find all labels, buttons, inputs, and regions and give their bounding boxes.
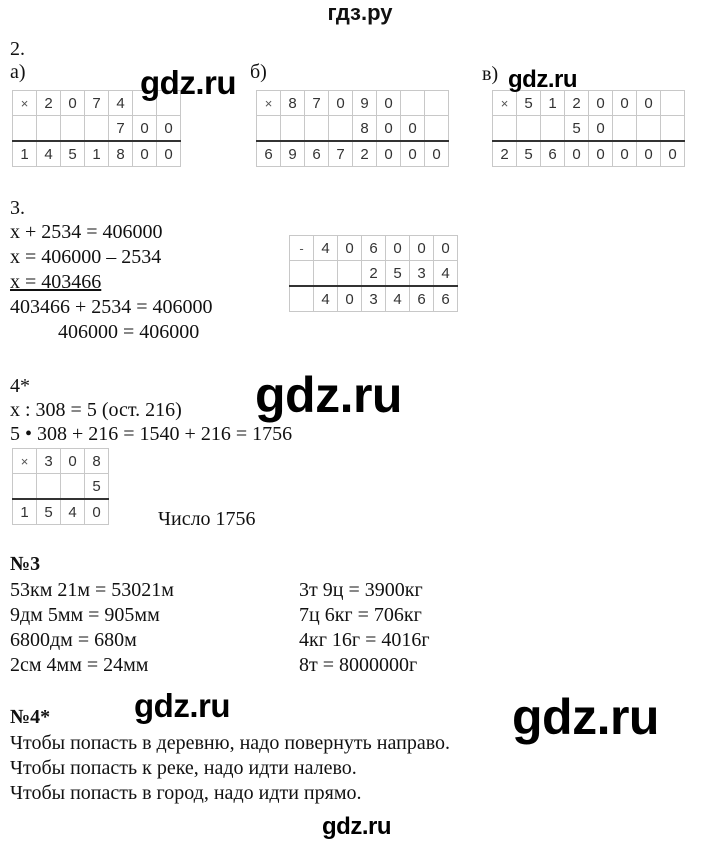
no3-right-3: 4кг 16г = 4016г — [299, 629, 430, 651]
table-row — [257, 91, 449, 116]
site-header: гдз.ру — [327, 0, 393, 25]
digit-cell: 0 — [637, 141, 661, 167]
no4-line-3: Чтобы попасть в город, надо идти прямо. — [10, 782, 362, 804]
digit-cell — [61, 474, 85, 500]
digit-cell: × — [13, 91, 37, 116]
no4-line-1: Чтобы попасть в деревню, надо повернуть направо. — [10, 732, 450, 754]
no3-right-2: 7ц 6кг = 706кг — [299, 604, 422, 626]
digit-cell: 6 — [257, 141, 281, 167]
digit-cell: 2 — [565, 91, 589, 116]
table-row — [257, 141, 449, 167]
digit-cell — [37, 474, 61, 500]
table-row — [290, 261, 458, 287]
digit-cell — [425, 116, 449, 142]
digit-cell: 0 — [565, 141, 589, 167]
digit-cell — [493, 116, 517, 142]
no3-left-4: 2см 4мм = 24мм — [10, 654, 149, 676]
digit-cell: 5 — [517, 141, 541, 167]
watermark: gdz.ru — [512, 689, 659, 745]
digit-cell: 5 — [85, 474, 109, 500]
task2-b-label: б) — [250, 61, 267, 83]
digit-cell — [661, 116, 685, 142]
task3-number: 3. — [10, 197, 25, 219]
digit-cell: 8 — [353, 116, 377, 142]
task2-a-label: а) — [10, 61, 26, 83]
no4-line-2: Чтобы попасть к реке, надо идти налево. — [10, 757, 357, 779]
digit-cell: 0 — [377, 116, 401, 142]
task4-line-2: 5 • 308 + 216 = 1540 + 216 = 1756 — [10, 423, 293, 445]
table-row — [290, 286, 458, 312]
task3-table — [289, 235, 458, 312]
digit-cell — [314, 261, 338, 287]
digit-cell: 3 — [362, 286, 386, 312]
digit-cell — [13, 474, 37, 500]
digit-cell: 0 — [338, 286, 362, 312]
digit-cell: 3 — [410, 261, 434, 287]
watermark: gdz.ru — [255, 367, 402, 423]
digit-cell: 0 — [157, 141, 181, 167]
table-row — [13, 449, 109, 474]
task3-line-5: 406000 = 406000 — [58, 321, 200, 343]
digit-cell: 4 — [61, 499, 85, 525]
digit-cell: 0 — [157, 116, 181, 142]
digit-cell: 7 — [109, 116, 133, 142]
digit-cell: 4 — [434, 261, 458, 287]
digit-cell: 2 — [362, 261, 386, 287]
table-row — [290, 236, 458, 261]
digit-cell: 0 — [589, 116, 613, 142]
digit-cell: 0 — [401, 141, 425, 167]
watermark: gdz.ru — [134, 687, 230, 724]
digit-cell: 0 — [133, 116, 157, 142]
digit-cell — [257, 116, 281, 142]
digit-cell — [37, 116, 61, 142]
task3-line-3: x = 403466 — [10, 271, 102, 293]
no4-title: №4* — [10, 706, 51, 728]
digit-cell: 6 — [434, 286, 458, 312]
digit-cell: × — [13, 449, 37, 474]
task4-number: 4* — [10, 375, 30, 397]
digit-cell: 0 — [85, 499, 109, 525]
digit-cell — [338, 261, 362, 287]
digit-cell — [613, 116, 637, 142]
digit-cell: 2 — [37, 91, 61, 116]
digit-cell: 0 — [410, 236, 434, 261]
digit-cell: 2 — [353, 141, 377, 167]
task3-line-1: x + 2534 = 406000 — [10, 221, 163, 243]
table-row — [13, 116, 181, 142]
digit-cell: 9 — [281, 141, 305, 167]
digit-cell: × — [493, 91, 517, 116]
digit-cell — [517, 116, 541, 142]
digit-cell: 4 — [386, 286, 410, 312]
digit-cell: 0 — [377, 141, 401, 167]
digit-cell: 1 — [541, 91, 565, 116]
digit-cell: 0 — [613, 141, 637, 167]
digit-cell — [401, 91, 425, 116]
digit-cell: 3 — [37, 449, 61, 474]
digit-cell: 0 — [61, 91, 85, 116]
digit-cell: 8 — [281, 91, 305, 116]
digit-cell: 0 — [589, 141, 613, 167]
task3-line-2: x = 406000 – 2534 — [10, 246, 162, 268]
digit-cell: 8 — [85, 449, 109, 474]
table-row — [493, 91, 685, 116]
digit-cell — [329, 116, 353, 142]
digit-cell: 0 — [401, 116, 425, 142]
task2-b-table — [256, 90, 449, 167]
table-row — [13, 499, 109, 525]
digit-cell: 0 — [589, 91, 613, 116]
digit-cell: 6 — [362, 236, 386, 261]
digit-cell — [305, 116, 329, 142]
digit-cell — [85, 116, 109, 142]
digit-cell: 0 — [338, 236, 362, 261]
digit-cell — [637, 116, 661, 142]
digit-cell: 8 — [109, 141, 133, 167]
watermark: gdz.ru — [140, 64, 236, 101]
digit-cell: 6 — [541, 141, 565, 167]
digit-cell: 2 — [493, 141, 517, 167]
table-row — [493, 116, 685, 142]
digit-cell: 0 — [434, 236, 458, 261]
digit-cell — [13, 116, 37, 142]
digit-cell: 6 — [305, 141, 329, 167]
digit-cell — [281, 116, 305, 142]
task4-table — [12, 448, 109, 525]
digit-cell: 7 — [85, 91, 109, 116]
digit-cell: 9 — [353, 91, 377, 116]
no3-right-1: 3т 9ц = 3900кг — [299, 579, 423, 601]
table-row — [13, 141, 181, 167]
table-row — [493, 141, 685, 167]
no3-right-4: 8т = 8000000г — [299, 654, 418, 676]
digit-cell: 6 — [410, 286, 434, 312]
no3-title: №3 — [10, 553, 41, 575]
digit-cell: 5 — [517, 91, 541, 116]
no3-left-3: 6800дм = 680м — [10, 629, 137, 651]
digit-cell: 0 — [329, 91, 353, 116]
task4-line-1: x : 308 = 5 (ост. 216) — [10, 399, 182, 421]
digit-cell: 4 — [314, 236, 338, 261]
digit-cell: 5 — [386, 261, 410, 287]
digit-cell: 0 — [386, 236, 410, 261]
digit-cell: 7 — [329, 141, 353, 167]
task4-answer: Число 1756 — [158, 508, 256, 530]
digit-cell: 0 — [637, 91, 661, 116]
digit-cell: 4 — [109, 91, 133, 116]
digit-cell: 4 — [37, 141, 61, 167]
task3-line-4: 403466 + 2534 = 406000 — [10, 296, 213, 318]
digit-cell: 5 — [565, 116, 589, 142]
digit-cell: 1 — [13, 499, 37, 525]
table-row — [13, 474, 109, 500]
digit-cell: 0 — [133, 141, 157, 167]
digit-cell: 7 — [305, 91, 329, 116]
digit-cell — [290, 261, 314, 287]
digit-cell: 0 — [425, 141, 449, 167]
digit-cell: 0 — [661, 141, 685, 167]
digit-cell: 0 — [613, 91, 637, 116]
digit-cell — [425, 91, 449, 116]
digit-cell — [61, 116, 85, 142]
task2-v-label: в) — [482, 63, 499, 85]
digit-cell — [541, 116, 565, 142]
digit-cell: 0 — [61, 449, 85, 474]
digit-cell: 5 — [37, 499, 61, 525]
no3-left-2: 9дм 5мм = 905мм — [10, 604, 160, 626]
digit-cell: 0 — [377, 91, 401, 116]
task2-number: 2. — [10, 38, 25, 60]
digit-cell: 1 — [85, 141, 109, 167]
watermark: gdz.ru — [508, 66, 577, 93]
task2-v-table — [492, 90, 685, 167]
digit-cell: 4 — [314, 286, 338, 312]
watermark: gdz.ru — [322, 813, 391, 840]
digit-cell: 5 — [61, 141, 85, 167]
digit-cell: × — [257, 91, 281, 116]
no3-left-1: 53км 21м = 53021м — [10, 579, 174, 601]
digit-cell — [661, 91, 685, 116]
digit-cell: - — [290, 236, 314, 261]
digit-cell: 1 — [13, 141, 37, 167]
digit-cell — [290, 286, 314, 312]
table-row — [257, 116, 449, 142]
